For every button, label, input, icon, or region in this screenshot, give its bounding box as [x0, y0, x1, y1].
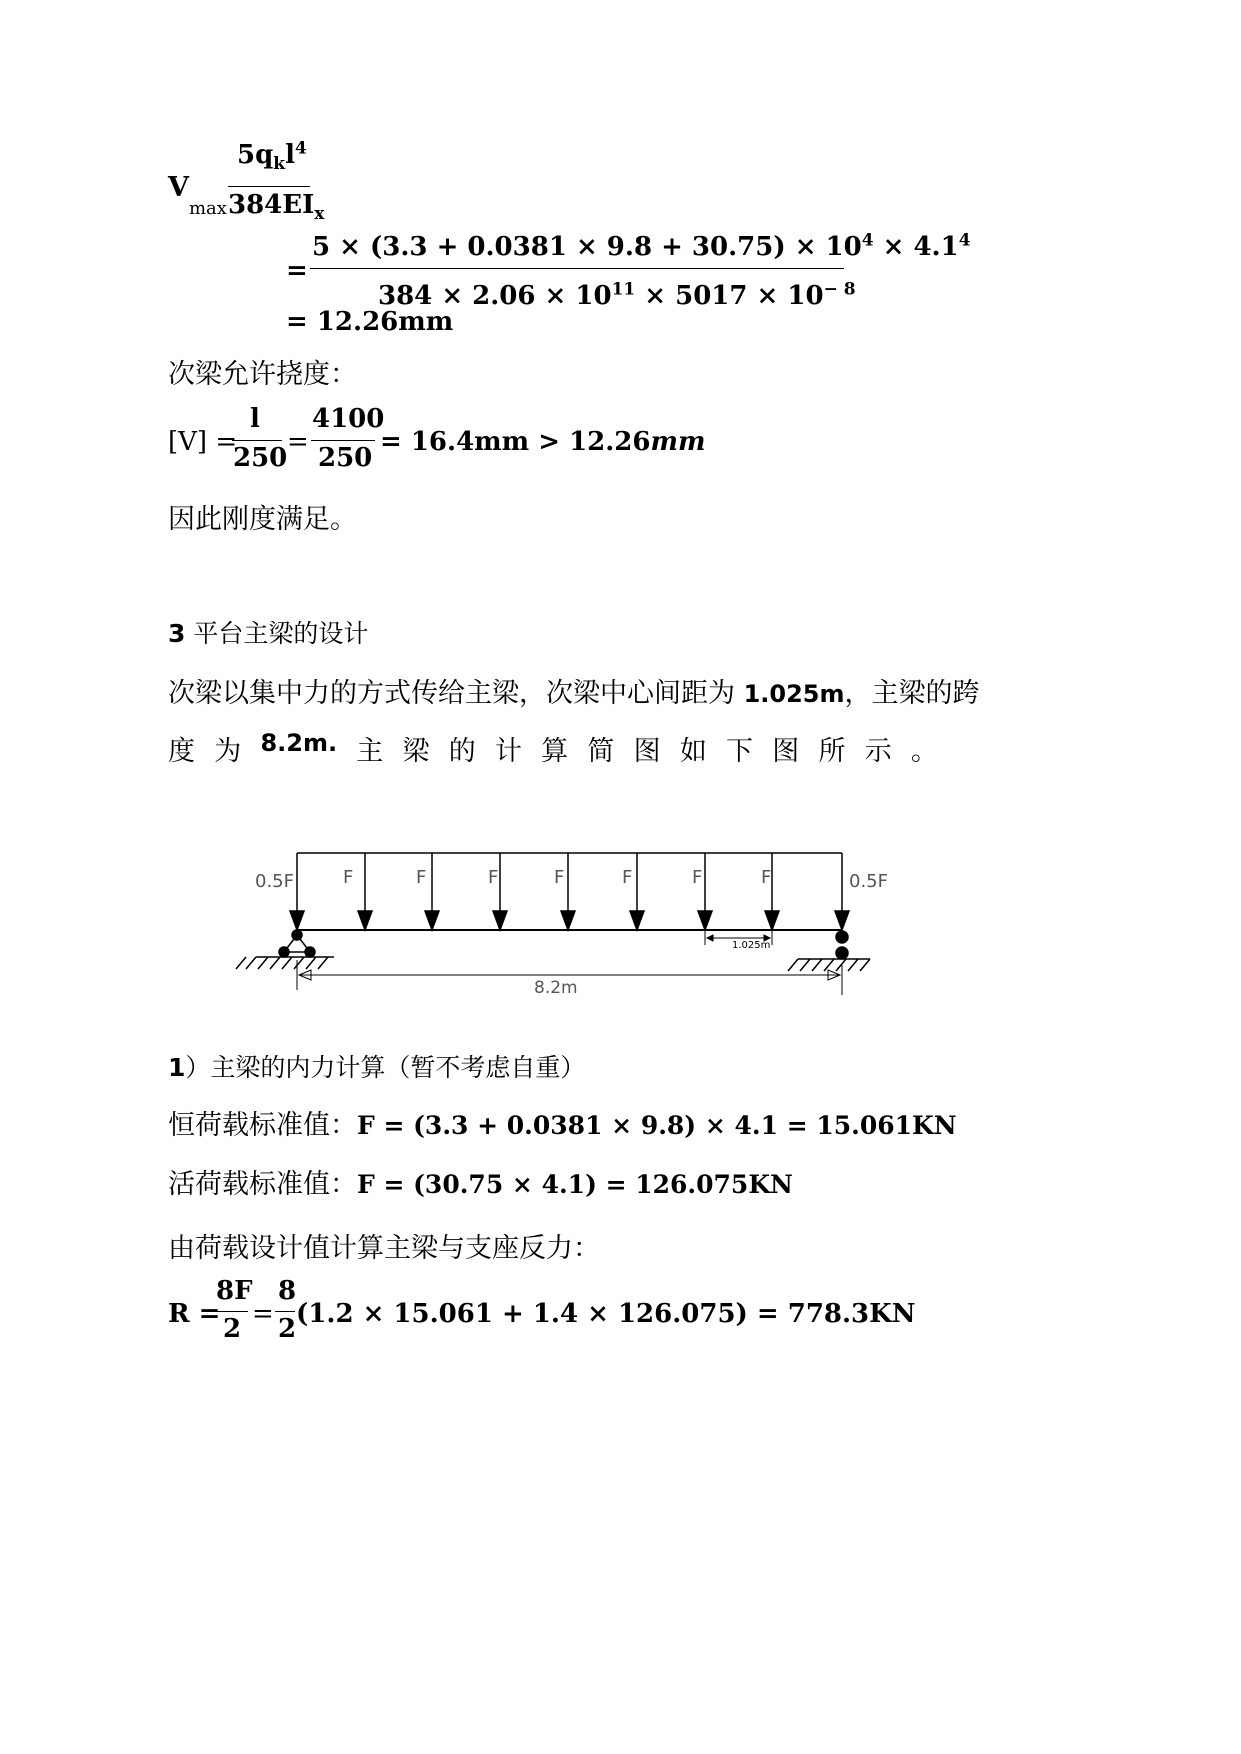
- paragraph-line-1: 次梁以集中力的方式传给主梁，次梁中心间距为 1.025m，主梁的跨: [168, 678, 980, 709]
- allow-f2-num: 4100: [312, 404, 385, 434]
- p2-word: 图: [633, 736, 661, 767]
- allow-eq: =: [287, 427, 309, 457]
- reaction-f2-num: 8: [278, 1276, 297, 1306]
- p2-word: 的: [448, 736, 476, 767]
- allow-f1-line: [232, 440, 282, 441]
- load-label: F: [554, 867, 565, 888]
- conclusion-text: 因此刚度满足。: [168, 504, 357, 535]
- p2-value: 8.2m.: [260, 729, 338, 757]
- allow-f2-den: 250: [318, 443, 373, 473]
- load-label: F: [761, 867, 772, 888]
- right-roller-support: [788, 931, 870, 971]
- allow-f1-den: 250: [233, 443, 288, 473]
- beam-diagram: [228, 845, 898, 1005]
- allow-f1-num: l: [250, 404, 260, 434]
- allow-f2-line: [311, 440, 375, 441]
- vmax-symbol: $V_{max}$: [168, 172, 227, 220]
- p2-word: 所: [818, 736, 846, 767]
- load-label: F: [488, 867, 499, 888]
- load-label: F: [343, 867, 354, 888]
- spacing-label: 1.025m: [732, 940, 771, 951]
- load-label: F: [692, 867, 703, 888]
- subsection-heading: 1）主梁的内力计算（暂不考虑自重）: [168, 1053, 586, 1082]
- allow-rhs: = 16.4mm > 12.26mm: [380, 427, 706, 457]
- reaction-eq: =: [252, 1299, 274, 1329]
- load-label: F: [416, 867, 427, 888]
- left-pin-support: [236, 930, 334, 969]
- p2-word: 下: [726, 736, 754, 767]
- p2-word: 图: [772, 736, 800, 767]
- vmax-fraction-line: [228, 186, 310, 187]
- load-arrows: [290, 853, 849, 930]
- section-heading: 3 平台主梁的设计: [168, 619, 369, 648]
- reaction-intro: 由荷载设计值计算主梁与支座反力：: [168, 1233, 600, 1264]
- load-label: F: [622, 867, 633, 888]
- p2-word: 算: [541, 736, 569, 767]
- vmax-denominator-expanded: $384 \times 2.06 \times 10^{11} \times 5017 \times 10^{- 8}$: [378, 279, 856, 311]
- p2-word: 如: [679, 736, 707, 767]
- allowable-deflection-label: 次梁允许挠度：: [168, 359, 357, 390]
- live-load-line: [168, 1162, 793, 1201]
- reaction-rhs: (1.2 × 15.061 + 1.4 × 126.075) = 778.3KN: [296, 1299, 916, 1329]
- p2-word: 梁: [402, 736, 430, 767]
- reaction-f1-num: 8F: [216, 1276, 253, 1306]
- reaction-f1-line: [214, 1311, 248, 1312]
- reaction-f1-den: 2: [223, 1314, 242, 1344]
- p2-word: 。: [910, 736, 938, 767]
- vmax-equals: =: [286, 256, 308, 286]
- p2-word: 主: [356, 736, 384, 767]
- reaction-f2-line: [275, 1311, 295, 1312]
- reaction-f2-den: 2: [278, 1314, 297, 1344]
- dead-load-formula: F = (3.3 + 0.0381 × 9.8) × 4.1 = 15.061KN: [357, 1111, 957, 1140]
- p2-word: 度: [168, 736, 195, 767]
- p2-word: 示: [864, 736, 892, 767]
- dead-load-line: [168, 1103, 957, 1142]
- live-load-label: 活荷载标准值：: [168, 1169, 357, 1200]
- paragraph-line-2: [168, 729, 938, 768]
- vmax-denominator: $384EI_x$: [228, 190, 325, 225]
- left-end-load-label: 0.5F: [255, 871, 294, 892]
- span-label: 8.2m: [534, 978, 578, 998]
- allow-lhs: [V] =: [168, 427, 238, 457]
- dead-load-label: 恒荷载标准值：: [168, 1110, 357, 1141]
- reaction-lhs: R =: [168, 1299, 221, 1329]
- live-load-formula: F = (30.75 × 4.1) = 126.075KN: [357, 1170, 793, 1199]
- right-end-load-label: 0.5F: [849, 871, 888, 892]
- vmax-result: = 12.26mm: [286, 307, 454, 337]
- vmax-numerator: $5q_kl^4$: [237, 138, 307, 175]
- vmax-numerator-expanded: $5 \times (3.3 + 0.0381 \times 9.8 + 30.75) \times 10^4 \times 4.1^4$: [312, 230, 971, 262]
- p2-word: 为: [214, 736, 242, 767]
- vmax-expanded-fraction-line: [310, 268, 844, 269]
- p2-word: 计: [494, 736, 522, 767]
- p2-word: 简: [587, 736, 615, 767]
